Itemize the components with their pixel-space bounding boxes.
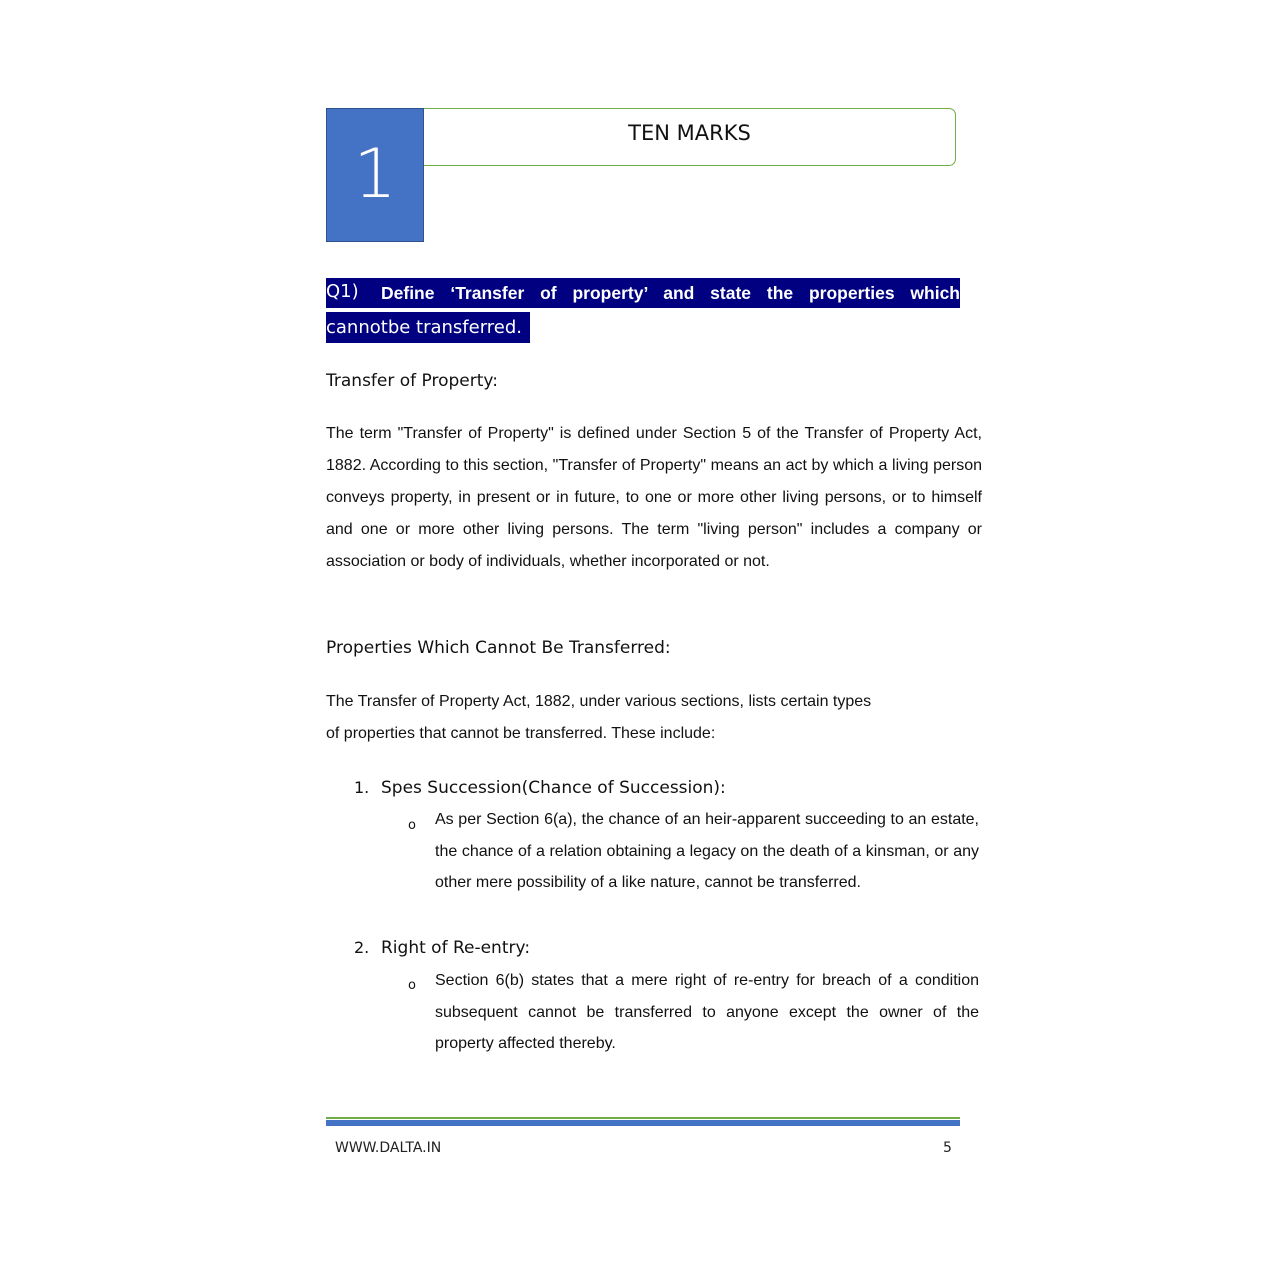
- chapter-title-box: [424, 108, 956, 166]
- list-item-number: 1.: [354, 778, 370, 797]
- intro-line-2: of properties that cannot be transferred. These include:: [326, 725, 716, 742]
- question-line-1: [326, 278, 960, 308]
- list-item-number: 2.: [354, 938, 370, 957]
- footer-website: WWW.DALTA.IN: [335, 1140, 442, 1156]
- question-text-1: Define ‘Transfer of property’ and state the properties which: [381, 283, 960, 303]
- list-item-title: Spes Succession(Chance of Succession):: [381, 778, 726, 798]
- page-number: 5: [943, 1140, 952, 1156]
- footer-divider-green: [326, 1117, 960, 1119]
- chapter-number: 1: [353, 135, 397, 214]
- bullet-marker: o: [408, 978, 416, 993]
- section-heading-transfer: Transfer of Property:: [326, 371, 498, 391]
- definition-paragraph: The term "Transfer of Property" is defined under Section 5 of the Transfer of Property Act, 1882. According to this section, "Transfer of Property" means an act by which a living person conveys property, in present or in future, to one or more other living persons, or to himself and one or more other living persons. The term "living person" includes a company or association or body of individuals, whether incorporated or not.: [326, 425, 982, 570]
- question-line-2: cannotbe transferred.: [326, 312, 530, 343]
- footer-divider-blue: [326, 1120, 960, 1126]
- list-item-detail: Section 6(b) states that a mere right of re-entry for breach of a condition subsequent cannot be transferred to anyone except the owner of the property affected thereby.: [435, 972, 979, 1052]
- chapter-number-box: [326, 108, 424, 242]
- list-item-detail: As per Section 6(a), the chance of an heir-apparent succeeding to an estate, the chance of a relation obtaining a legacy on the death of a kinsman, or any other mere possibility of a like nature, cannot be transferred.: [435, 811, 979, 891]
- list-item-title: Right of Re-entry:: [381, 938, 531, 958]
- intro-line-1: The Transfer of Property Act, 1882, under various sections, lists certain types: [326, 693, 872, 710]
- chapter-title: TEN MARKS: [628, 121, 751, 145]
- bullet-marker: o: [408, 818, 416, 833]
- section-heading-non-transferable: Properties Which Cannot Be Transferred:: [326, 638, 671, 658]
- question-label: Q1): [326, 281, 359, 302]
